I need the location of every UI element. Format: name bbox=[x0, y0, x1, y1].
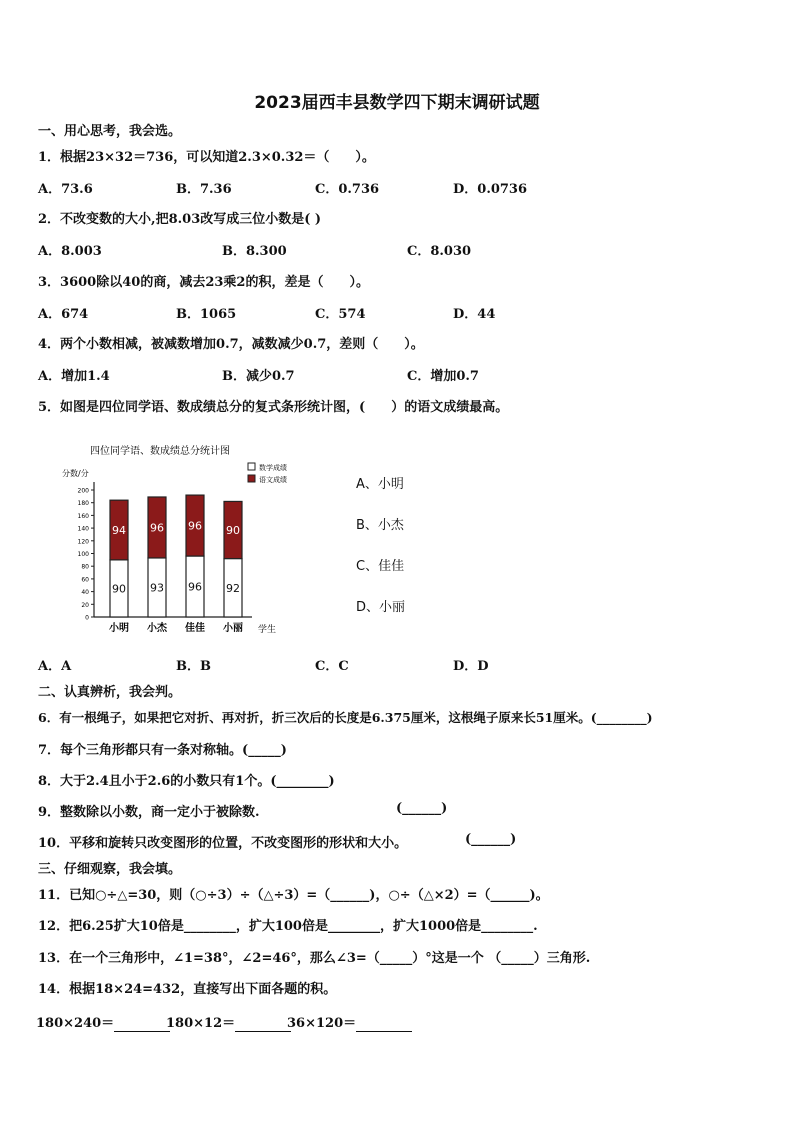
bar-chinese-label-1: 96 bbox=[150, 521, 164, 535]
q5-option-d[interactable]: D．D bbox=[453, 659, 489, 674]
legend-label-0: 数学成绩 bbox=[259, 464, 287, 472]
q1-option-d[interactable]: D．0.0736 bbox=[453, 182, 528, 197]
q4-option-c[interactable]: C．增加0.7 bbox=[407, 369, 479, 384]
section-2-heading: 二、认真辨析，我会判。 bbox=[38, 685, 182, 700]
q14-item-3-text: 36×120＝ bbox=[287, 1016, 357, 1031]
question-11: 11．已知○÷△=30，则（○÷3）÷（△÷3）=（______)，○÷（△×2）=（______)。 bbox=[38, 888, 549, 903]
q1-option-a[interactable]: A．73.6 bbox=[38, 182, 93, 197]
y-tick-label-8: 160 bbox=[77, 512, 89, 520]
bar-math-label-1: 93 bbox=[150, 581, 164, 595]
question-6: 6．有一根绳子，如果把它对折、再对折，折三次后的长度是6.375厘米，这根绳子原来长51厘米。(________) bbox=[38, 710, 653, 725]
chart-legend bbox=[248, 463, 287, 484]
q1-option-b[interactable]: B．7.36 bbox=[176, 182, 232, 197]
chart-y-axis-label: 分数/分 bbox=[62, 469, 89, 478]
legend-label-1: 语文成绩 bbox=[259, 476, 287, 484]
q5-option-c[interactable]: C．C bbox=[315, 659, 349, 674]
question-13: 13．在一个三角形中，∠1=38°，∠2=46°，那么∠3=（_____）°这是一个 （_____）三角形. bbox=[38, 951, 591, 966]
bar-chinese-label-0: 94 bbox=[112, 524, 126, 538]
chart-x-axis-label: 学生 bbox=[258, 625, 277, 635]
y-tick-label-9: 180 bbox=[77, 500, 89, 508]
chart-option-c: C、佳佳 bbox=[356, 559, 405, 574]
q14-item-3 bbox=[287, 1012, 412, 1032]
q3-option-d[interactable]: D．44 bbox=[453, 307, 496, 322]
y-tick-label-4: 80 bbox=[81, 563, 89, 571]
question-9: 9．整数除以小数，商一定小于被除数. bbox=[38, 805, 260, 820]
y-tick-label-5: 100 bbox=[77, 551, 89, 558]
q14-item-2-blank[interactable] bbox=[235, 1016, 291, 1032]
question-10: 10．平移和旋转只改变图形的位置，不改变图形的形状和大小。 bbox=[38, 836, 408, 851]
chart-option-a: A、小明 bbox=[356, 477, 404, 492]
y-tick-label-3: 60 bbox=[81, 576, 89, 584]
chart-option-d: D、小丽 bbox=[356, 600, 406, 615]
q2-option-a[interactable]: A．8.003 bbox=[38, 244, 102, 259]
q5-option-a[interactable]: A．A bbox=[38, 659, 72, 674]
q1-option-c[interactable]: C．0.736 bbox=[315, 182, 380, 197]
y-tick-label-7: 140 bbox=[77, 525, 89, 533]
bar-math-label-0: 90 bbox=[112, 582, 126, 596]
page-title: 2023届西丰县数学四下期末调研试题 bbox=[254, 93, 540, 113]
q3-option-b[interactable]: B．1065 bbox=[176, 307, 237, 322]
chart-title: 四位同学语、数成绩总分统计图 bbox=[90, 446, 230, 457]
q14-item-1 bbox=[36, 1012, 170, 1032]
bar-chart-svg bbox=[62, 442, 287, 640]
section-3-heading: 三、仔细观察，我会填。 bbox=[38, 862, 182, 877]
x-tick-label-1: 小杰 bbox=[147, 623, 167, 634]
question-2: 2．不改变数的大小,把8.03改写成三位小数是( ) bbox=[38, 212, 322, 227]
legend-swatch-0 bbox=[248, 463, 255, 470]
question-5: 5．如图是四位同学语、数成绩总分的复式条形统计图，( ）的语文成绩最高。 bbox=[38, 400, 509, 415]
q14-item-2 bbox=[166, 1012, 291, 1032]
q5-option-b[interactable]: B．B bbox=[176, 659, 211, 674]
q14-item-2-text: 180×12＝ bbox=[166, 1016, 236, 1031]
x-tick-label-0: 小明 bbox=[109, 623, 129, 634]
y-tick-label-0: 0 bbox=[85, 614, 89, 622]
question-12: 12．把6.25扩大10倍是________，扩大100倍是________，扩大1000倍是________. bbox=[38, 919, 538, 934]
bar-math-label-3: 92 bbox=[226, 581, 240, 595]
q2-option-b[interactable]: B．8.300 bbox=[222, 244, 287, 259]
question-1: 1．根据23×32＝736，可以知道2.3×0.32＝（ ）。 bbox=[38, 150, 375, 165]
chart-option-b: B、小杰 bbox=[356, 518, 404, 533]
question-8: 8．大于2.4且小于2.6的小数只有1个。(________) bbox=[38, 774, 335, 789]
y-tick-label-1: 20 bbox=[81, 601, 89, 609]
y-tick-label-10: 200 bbox=[77, 487, 89, 495]
question-14: 14．根据18×24=432，直接写出下面各题的积。 bbox=[38, 982, 337, 997]
q14-item-1-text: 180×240＝ bbox=[36, 1016, 115, 1031]
question-4: 4．两个小数相减，被减数增加0.7，减数减少0.7，差则（ ）。 bbox=[38, 337, 424, 352]
bar-chinese-label-2: 96 bbox=[188, 519, 202, 533]
q14-item-3-blank[interactable] bbox=[356, 1016, 412, 1032]
q4-option-a[interactable]: A．增加1.4 bbox=[38, 369, 110, 384]
legend-swatch-1 bbox=[248, 475, 255, 482]
y-tick-label-6: 120 bbox=[77, 538, 89, 546]
x-tick-label-3: 小丽 bbox=[223, 623, 243, 634]
question-3: 3．3600除以40的商，减去23乘2的积，差是（ ）。 bbox=[38, 275, 369, 290]
q2-option-c[interactable]: C．8.030 bbox=[407, 244, 472, 259]
q10-answer-blank[interactable]: (______) bbox=[465, 832, 517, 847]
bar-chart bbox=[62, 442, 287, 640]
bar-math-label-2: 96 bbox=[188, 580, 202, 594]
section-1-heading: 一、用心思考，我会选。 bbox=[38, 124, 182, 139]
x-tick-label-2: 佳佳 bbox=[185, 623, 205, 634]
y-tick-label-2: 40 bbox=[81, 589, 89, 597]
q14-item-1-blank[interactable] bbox=[114, 1016, 170, 1032]
q3-option-a[interactable]: A．674 bbox=[38, 307, 89, 322]
q3-option-c[interactable]: C．574 bbox=[315, 307, 366, 322]
bar-chinese-label-3: 90 bbox=[226, 524, 240, 538]
question-7: 7．每个三角形都只有一条对称轴。(_____) bbox=[38, 743, 287, 758]
q4-option-b[interactable]: B．减少0.7 bbox=[222, 369, 295, 384]
chart-bars bbox=[109, 495, 243, 634]
q9-answer-blank[interactable]: (______) bbox=[396, 801, 448, 816]
